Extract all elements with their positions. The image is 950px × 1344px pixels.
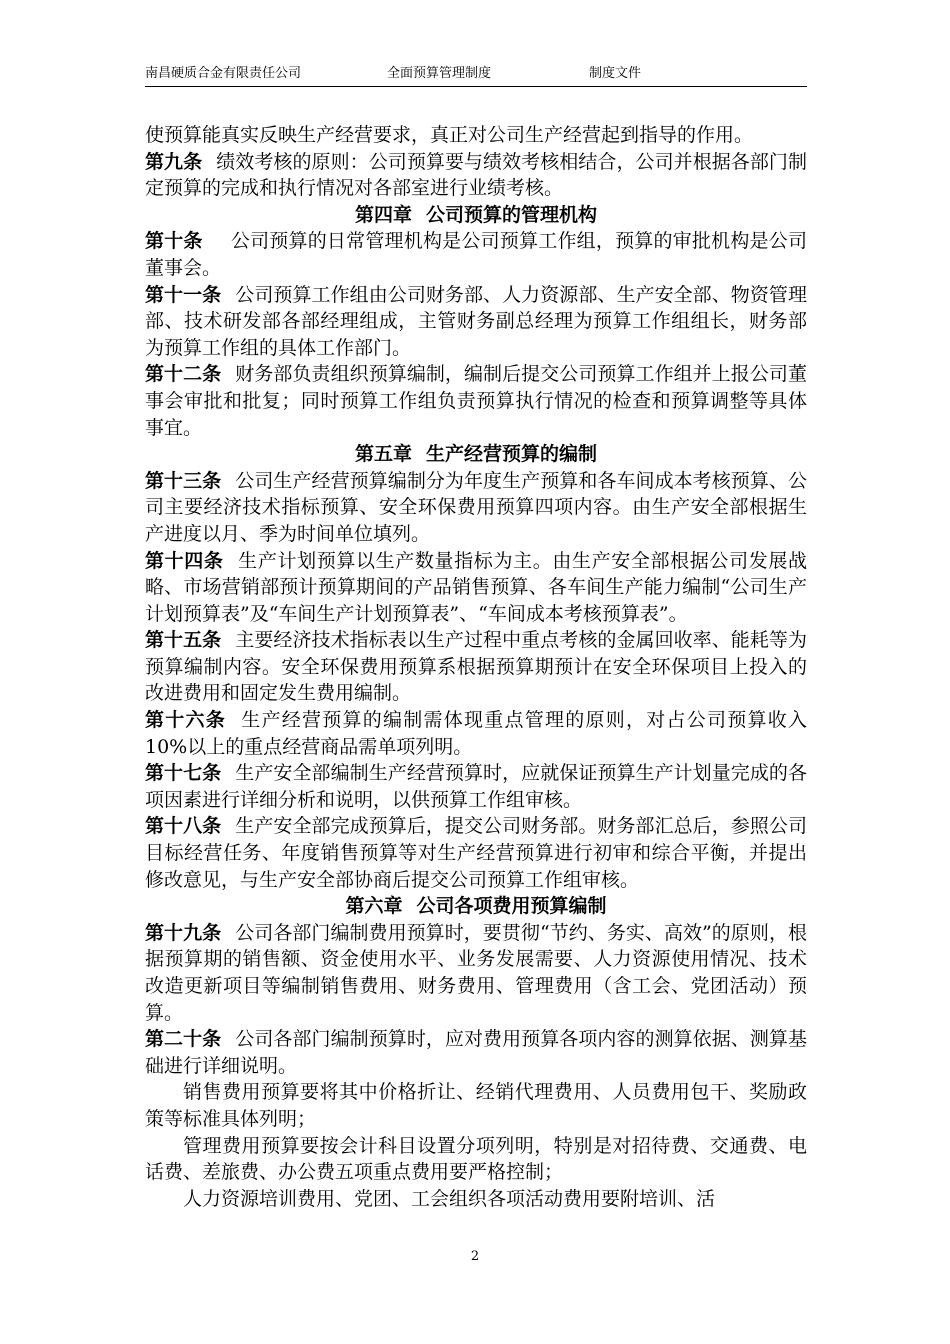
document-body <box>145 122 807 1212</box>
paragraph-hr-expense: 人力资源培训费用、党团、工会组织各项活动费用要附培训、活 <box>183 1187 716 1210</box>
article-text: 公司各部门编制预算时，应对费用预算各项内容的测算依据、测算基础进行详细说明。 <box>145 1028 807 1077</box>
article-13 <box>145 468 807 548</box>
article-label: 第二十条 <box>145 1028 222 1051</box>
chapter-number: 第四章 <box>354 203 412 226</box>
paragraph-management-expense: 管理费用预算要按会计科目设置分项列明，特别是对招待费、交通费、电话费、差旅费、办公费五项重点费用要严格控制； <box>145 1134 807 1184</box>
article-text: 绩效考核的原则：公司预算要与绩效考核相结合，公司并根据各部门制定预算的完成和执行情况对各部室进行业绩考核。 <box>145 150 807 200</box>
chapter-6-heading <box>145 893 807 920</box>
article-19 <box>145 920 807 1026</box>
article-label: 第十七条 <box>145 762 222 785</box>
article-label: 第十二条 <box>145 363 222 386</box>
article-label: 第十三条 <box>145 469 222 492</box>
article-12 <box>145 361 807 441</box>
chapter-title: 公司预算的管理机构 <box>426 203 598 226</box>
article-text: 公司生产经营预算编制分为年度生产预算和各车间成本考核预算、公司主要经济技术指标预算、安全环保费用预算四项内容。由生产安全部根据生产进度以月、季为时间单位填列。 <box>145 469 807 545</box>
chapter-5-heading <box>145 441 807 468</box>
article-label: 第十六条 <box>145 709 226 732</box>
header-doc-type: 制度文件 <box>589 66 642 81</box>
article-text: 生产经营预算的编制需体现重点管理的原则，对占公司预算收入10%以上的重点经营商品需单项列明。 <box>145 709 807 758</box>
article-label: 第十九条 <box>145 921 222 944</box>
article-14 <box>145 548 807 628</box>
article-label: 第十五条 <box>145 629 222 652</box>
page-header <box>145 66 807 87</box>
article-label: 第十四条 <box>145 549 224 572</box>
article-18 <box>145 813 807 893</box>
chapter-number: 第五章 <box>354 443 412 466</box>
article-10 <box>145 228 807 281</box>
chapter-4-heading <box>145 202 807 229</box>
article-text: 生产安全部编制生产经营预算时，应就保证预算生产计划量完成的各项因素进行详细分析和说明，以供预算工作组审核。 <box>145 762 807 811</box>
article-label: 第九条 <box>145 150 203 173</box>
article-text: 公司预算的日常管理机构是公司预算工作组，预算的审批机构是公司董事会。 <box>145 230 807 279</box>
chapter-title: 生产经营预算的编制 <box>426 443 598 466</box>
article-20 <box>145 1026 807 1079</box>
paragraph: 使预算能真实反映生产经营要求，真正对公司生产经营起到指导的作用。 <box>145 124 754 146</box>
article-label: 第十八条 <box>145 815 222 838</box>
article-17 <box>145 760 807 813</box>
article-text: 财务部负责组织预算编制，编制后提交公司预算工作组并上报公司董事会审批和批复；同时预算工作组负责预算执行情况的检查和预算调整等具体事宜。 <box>145 363 807 439</box>
article-text: 公司预算工作组由公司财务部、人力资源部、生产安全部、物资管理部、技术研发部各部经理组成，主管财务副总经理为预算工作组组长，财务部为预算工作组的具体工作部门。 <box>145 283 807 359</box>
article-label: 第十条 <box>145 230 203 253</box>
header-doc-title: 全面预算管理制度 <box>387 66 492 81</box>
article-text: 主要经济技术指标表以生产过程中重点考核的金属回收率、能耗等为预算编制内容。安全环保费用预算系根据预算期预计在安全环保项目上投入的改进费用和固定发生费用编制。 <box>145 629 807 705</box>
chapter-title: 公司各项费用预算编制 <box>416 895 607 918</box>
article-16 <box>145 707 807 760</box>
paragraph-sales-expense: 销售费用预算要将其中价格折让、经销代理费用、人员费用包干、奖励政策等标准具体列明； <box>145 1081 807 1130</box>
article-15 <box>145 627 807 707</box>
article-text: 公司各部门编制费用预算时，要贯彻“节约、务实、高效”的原则，根据预算期的销售额、资金使用水平、业务发展需要、人力资源使用情况、技术改造更新项目等编制销售费用、财务费用、管理费用（含工会、党团活动）预算。 <box>145 921 807 1024</box>
article-label: 第十一条 <box>145 283 222 306</box>
article-9 <box>145 149 807 202</box>
article-text: 生产安全部完成预算后，提交公司财务部。财务部汇总后，参照公司目标经营任务、年度销售预算等对生产经营预算进行初审和综合平衡，并提出修改意见，与生产安全部协商后提交公司预算工作组审核。 <box>145 815 807 891</box>
chapter-number: 第六章 <box>345 895 403 918</box>
page-number: 2 <box>470 1249 480 1264</box>
article-11 <box>145 282 807 362</box>
header-company: 南昌硬质合金有限责任公司 <box>145 66 302 81</box>
article-text: 生产计划预算以生产数量指标为主。由生产安全部根据公司发展战略、市场营销部预计预算期间的产品销售预算、各车间生产能力编制“公司生产计划预算表”及“车间生产计划预算表”、“车间成本考核预算表”。 <box>145 549 807 625</box>
